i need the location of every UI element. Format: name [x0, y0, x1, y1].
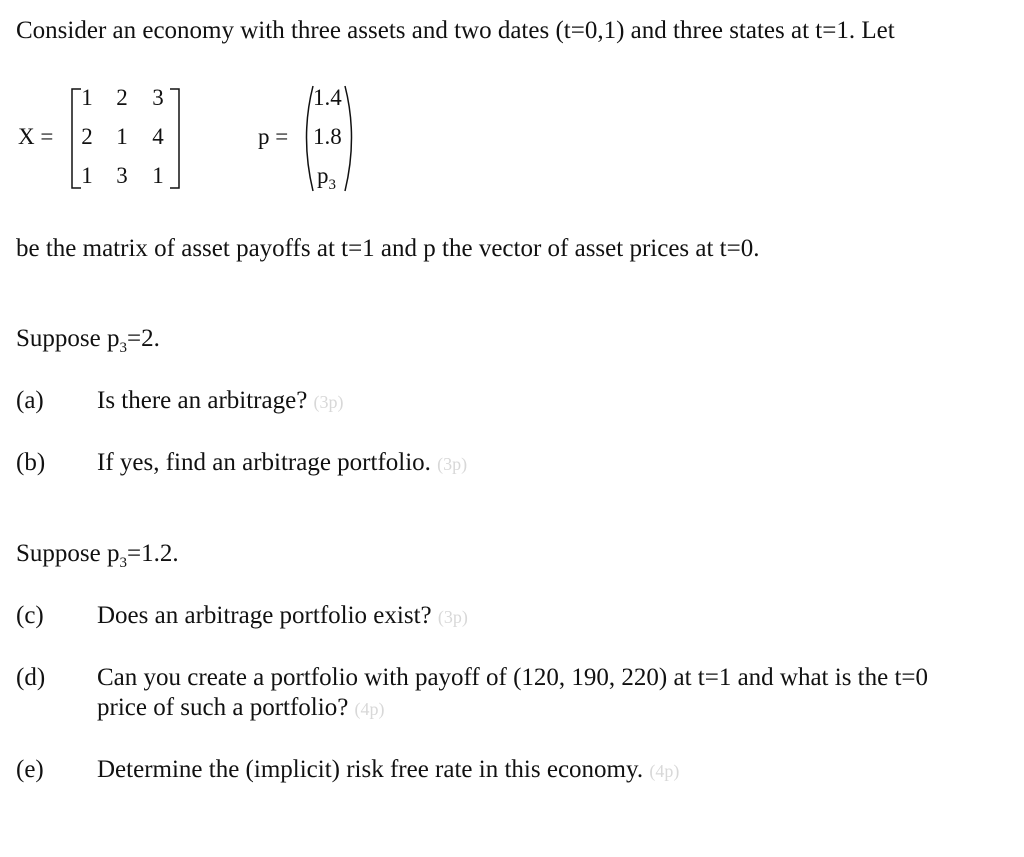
matrix-cell: 1: [81, 163, 93, 188]
matrix-cell: 1: [81, 85, 93, 110]
question-label: (a): [16, 387, 44, 414]
question-label: (e): [16, 756, 44, 783]
matrix-cell: 3: [116, 163, 128, 188]
question-label: (c): [16, 602, 44, 629]
vector-entry: 1.4: [313, 85, 342, 110]
points-label: (4p): [354, 699, 385, 719]
points-label: (3p): [437, 607, 468, 627]
question-text-continued: price of such a portfolio? (4p): [97, 694, 385, 721]
question-text: Is there an arbitrage? (3p): [97, 387, 344, 414]
points-label: (4p): [649, 761, 680, 781]
matrix-label: X =: [18, 124, 54, 149]
question-text: Determine the (implicit) risk free rate in this economy. (4p): [97, 756, 680, 783]
question-text: If yes, find an arbitrage portfolio. (3p): [97, 449, 468, 476]
scenario-2: Suppose $p_3=1.2$.: [16, 540, 179, 571]
matrix-cell: 1: [116, 124, 128, 149]
matrix-cell: 3: [152, 85, 164, 110]
matrix-cell: 2: [116, 85, 128, 110]
matrix-cell: 1: [152, 163, 164, 188]
matrix-cell: 2: [81, 124, 93, 149]
description-text: be the matrix of asset payoffs at t=1 and p the vector of asset prices at t=0.: [16, 235, 760, 262]
vector-label: p =: [258, 124, 289, 149]
vector-entry-p3: $p_3$: [317, 163, 336, 193]
points-label: (3p): [437, 454, 468, 474]
matrix-cell: 4: [152, 124, 164, 149]
vector-entry: 1.8: [313, 124, 342, 149]
question-text: Can you create a portfolio with payoff of (120, 190, 220) at t=1 and what is the t=0: [97, 664, 929, 691]
scenario-1: Suppose $p_3=2$.: [16, 325, 160, 356]
question-label: (d): [16, 664, 46, 691]
intro-text: Consider an economy with three assets and two dates (t=0,1) and three states at t=1. Let: [16, 17, 895, 44]
points-label: (3p): [313, 392, 344, 412]
question-label: (b): [16, 449, 46, 476]
question-text: Does an arbitrage portfolio exist? (3p): [97, 602, 468, 629]
